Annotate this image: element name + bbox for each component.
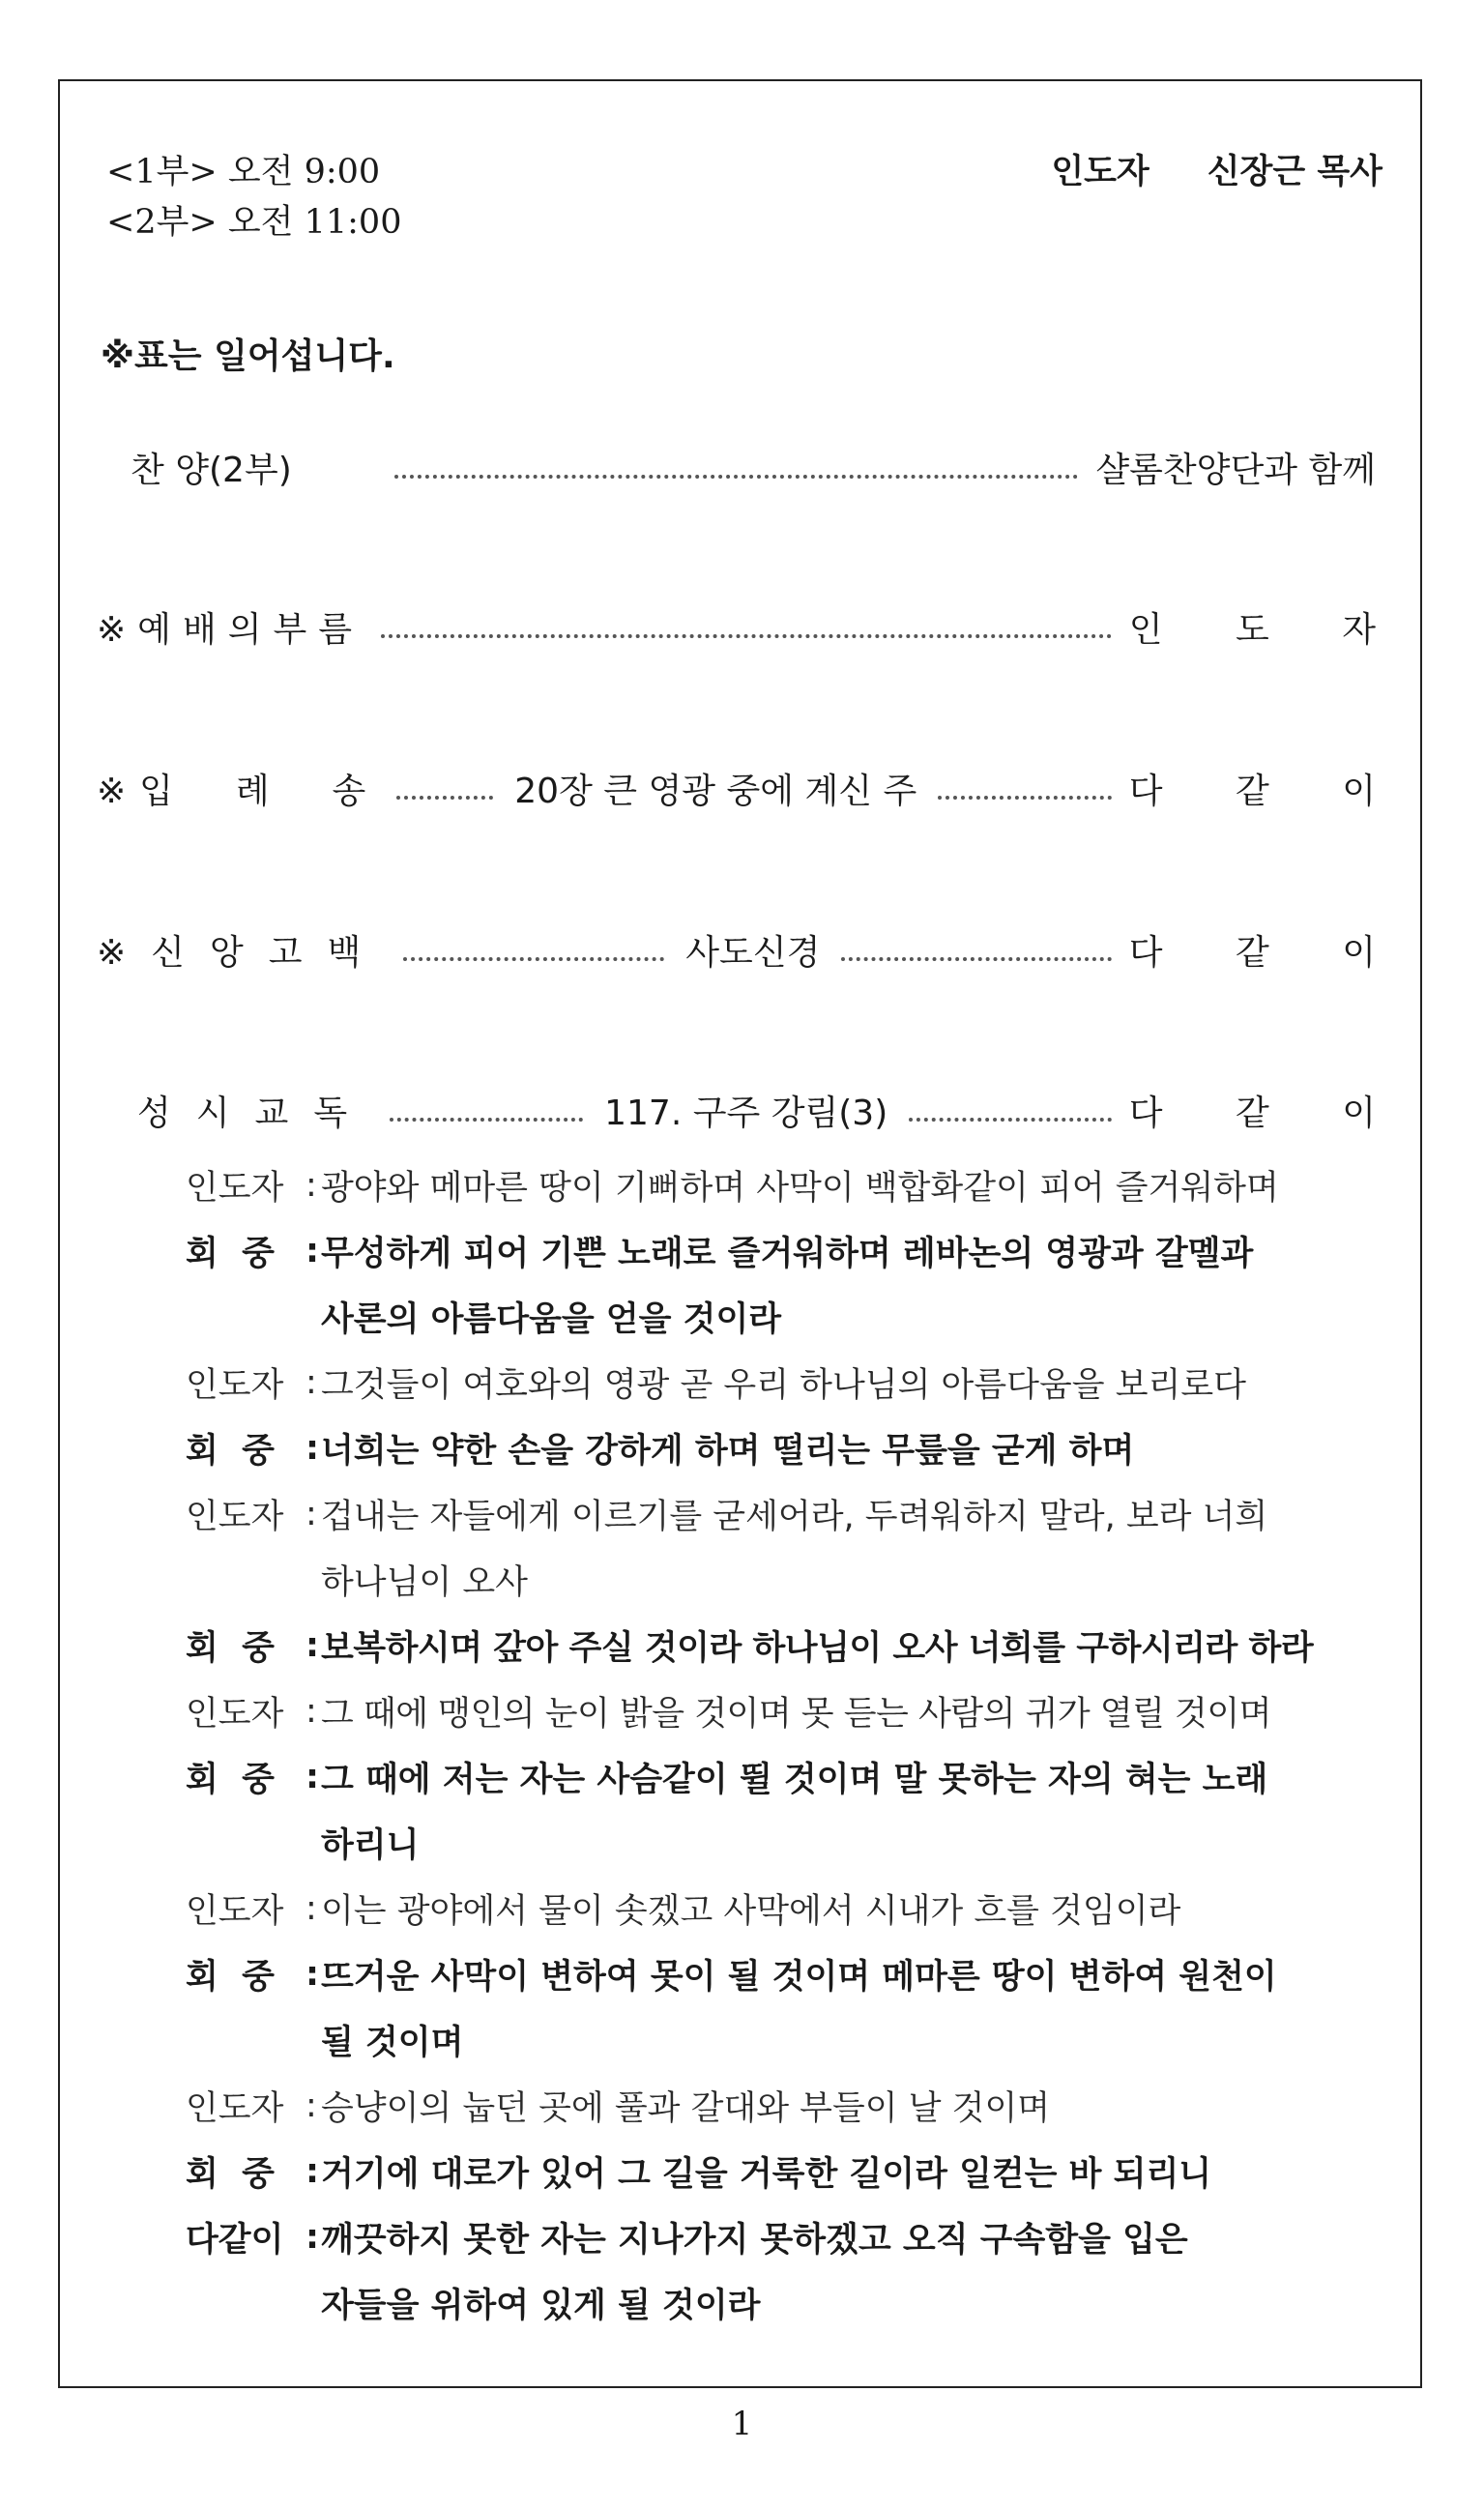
order-item-processional-hymn [97, 759, 1407, 817]
standing-note: ※표는 일어섭니다. [101, 336, 395, 376]
speaker: 인도자 [186, 1498, 284, 1536]
reading-line-continued: 사론의 아름다움을 얻을 것이라 [321, 1300, 782, 1339]
leader-dots [396, 796, 493, 800]
leader-dots [390, 1118, 583, 1122]
reading-line: 다같이 : 깨끗하지 못한 자는 지나가지 못하겠고 오직 구속함을 입은 [186, 2204, 1313, 2270]
order-who: 다 같 이 [1128, 771, 1407, 811]
order-who: 다 같 이 [1128, 1093, 1407, 1133]
reading-line: 회 중 : 거기에 대로가 있어 그 길을 거룩한 길이라 일컫는 바 되리니 [186, 2139, 1313, 2204]
order-who: 다 같 이 [1128, 932, 1407, 973]
reading-text: 승냥이의 눕던 곳에 풀과 갈대와 부들이 날 것이며 [321, 2089, 1051, 2128]
speaker: 인도자 [186, 1892, 284, 1931]
speaker: 인도자 [186, 1366, 284, 1405]
reading-text: 그것들이 여호와의 영광 곧 우리 하나님의 아름다움을 보리로다 [321, 1366, 1246, 1405]
reading-line-continued: 하리니 [321, 1826, 420, 1865]
order-who: 샬롬찬양단과 함께 [1095, 450, 1376, 490]
order-item-responsive-reading [97, 1081, 1407, 1139]
reading-text: 겁내는 자들에게 이르기를 굳세어라, 두려워하지 말라, 보라 너희 [321, 1498, 1268, 1536]
speaker: 회 중 [186, 1629, 275, 1668]
leader-dots [381, 634, 1112, 638]
speaker: 회 중 [186, 1235, 275, 1273]
reading-text: 깨끗하지 못한 자는 지나가지 못하겠고 오직 구속함을 입은 [321, 2221, 1188, 2260]
reading-line: 회 중 : 보복하시며 갚아 주실 것이라 하나님이 오사 너희를 구하시리라 하라 [186, 1613, 1313, 1678]
creed-name: 사도신경 [685, 932, 821, 973]
page-number: 1 [731, 2405, 753, 2443]
reading-line: 인도자 : 승냥이의 눕던 곳에 풀과 갈대와 부들이 날 것이며 [186, 2073, 1313, 2139]
reading-text: 너희는 약한 손을 강하게 하며 떨리는 무릎을 굳게 하며 [321, 1432, 1135, 1471]
reading-line: 인도자 : 그 때에 맹인의 눈이 밝을 것이며 못 듣는 사람의 귀가 열릴 것이며 [186, 1678, 1313, 1744]
service-time-1: <1부> 오전 9:00 [106, 153, 381, 191]
leader-dots [403, 957, 664, 961]
leader-dots [841, 957, 1111, 961]
leader-dots [909, 1118, 1112, 1122]
order-label: ※신앙고백 [97, 932, 387, 973]
reading-text: 보복하시며 갚아 주실 것이라 하나님이 오사 너희를 구하시리라 하라 [321, 1629, 1314, 1668]
speaker: 회 중 [186, 1958, 275, 1997]
speaker: 회 중 [186, 1432, 275, 1471]
order-label: ※입 례 송 [97, 771, 380, 811]
order-item-creed [97, 920, 1407, 978]
order-label: 찬 양(2부) [131, 450, 292, 490]
responsive-reading [186, 1152, 1313, 2336]
reading-line: 인도자 : 이는 광야에서 물이 솟겠고 사막에서 시내가 흐를 것임이라 [186, 1876, 1313, 1941]
reading-line: 인도자 : 겁내는 자들에게 이르기를 굳세어라, 두려워하지 말라, 보라 너희 [186, 1481, 1313, 1547]
reading-line: 회 중 : 무성하게 피어 기쁜 노래로 즐거워하며 레바논의 영광과 갈멜과 [186, 1218, 1313, 1284]
reading-text: 이는 광야에서 물이 솟겠고 사막에서 시내가 흐를 것임이라 [321, 1892, 1181, 1931]
order-label: ※예배의부름 [97, 609, 364, 650]
reading-line: 인도자 : 광야와 메마른 땅이 기뻐하며 사막이 백합화같이 피어 즐거워하며 [186, 1152, 1313, 1218]
order-label: 성시교독 [137, 1093, 373, 1133]
speaker: 인도자 [186, 1169, 284, 1208]
reading-line-continued: 하나님이 오사 [321, 1563, 528, 1602]
leader-label: 인도자 [1051, 153, 1149, 191]
order-item-praise [97, 438, 1376, 496]
speaker: 인도자 [186, 1695, 284, 1734]
leader-dots [394, 475, 1078, 479]
reading-text: 거기에 대로가 있어 그 길을 거룩한 길이라 일컫는 바 되리니 [321, 2155, 1212, 2194]
order-who: 인 도 자 [1128, 609, 1407, 650]
reading-line-continued: 자들을 위하여 있게 될 것이라 [321, 2287, 761, 2325]
leader-dots [938, 796, 1112, 800]
hymn-title: 20장 큰 영광 중에 계신 주 [514, 771, 917, 811]
speaker: 다같이 [186, 2221, 284, 2260]
reading-line: 인도자 : 그것들이 여호와의 영광 곧 우리 하나님의 아름다움을 보리로다 [186, 1350, 1313, 1415]
reading-text: 그 때에 맹인의 눈이 밝을 것이며 못 듣는 사람의 귀가 열릴 것이며 [321, 1695, 1271, 1734]
speaker: 회 중 [186, 2155, 275, 2194]
speaker: 인도자 [186, 2089, 284, 2128]
reading-line-continued: 될 것이며 [321, 2024, 464, 2062]
reading-line: 회 중 : 너희는 약한 손을 강하게 하며 떨리는 무릎을 굳게 하며 [186, 1415, 1313, 1481]
service-time-2: <2부> 오전 11:00 [106, 203, 402, 242]
reading-line: 회 중 : 뜨거운 사막이 변하여 못이 될 것이며 메마른 땅이 변하여 원천이 [186, 1941, 1313, 2007]
reading-number: 117. 구주 강림(3) [604, 1093, 888, 1133]
leader-name: 신장근 목사 [1207, 153, 1382, 191]
reading-text: 그 때에 저는 자는 사슴같이 뛸 것이며 말 못하는 자의 혀는 노래 [321, 1761, 1268, 1799]
reading-text: 무성하게 피어 기쁜 노래로 즐거워하며 레바논의 영광과 갈멜과 [321, 1235, 1254, 1273]
leader-info [1051, 145, 1382, 193]
reading-text: 뜨거운 사막이 변하여 못이 될 것이며 메마른 땅이 변하여 원천이 [321, 1958, 1277, 1997]
order-item-call-to-worship [97, 598, 1407, 656]
reading-line: 회 중 : 그 때에 저는 자는 사슴같이 뛸 것이며 말 못하는 자의 혀는 노래 [186, 1744, 1313, 1810]
speaker: 회 중 [186, 1761, 275, 1799]
reading-text: 광야와 메마른 땅이 기뻐하며 사막이 백합화같이 피어 즐거워하며 [321, 1169, 1279, 1208]
